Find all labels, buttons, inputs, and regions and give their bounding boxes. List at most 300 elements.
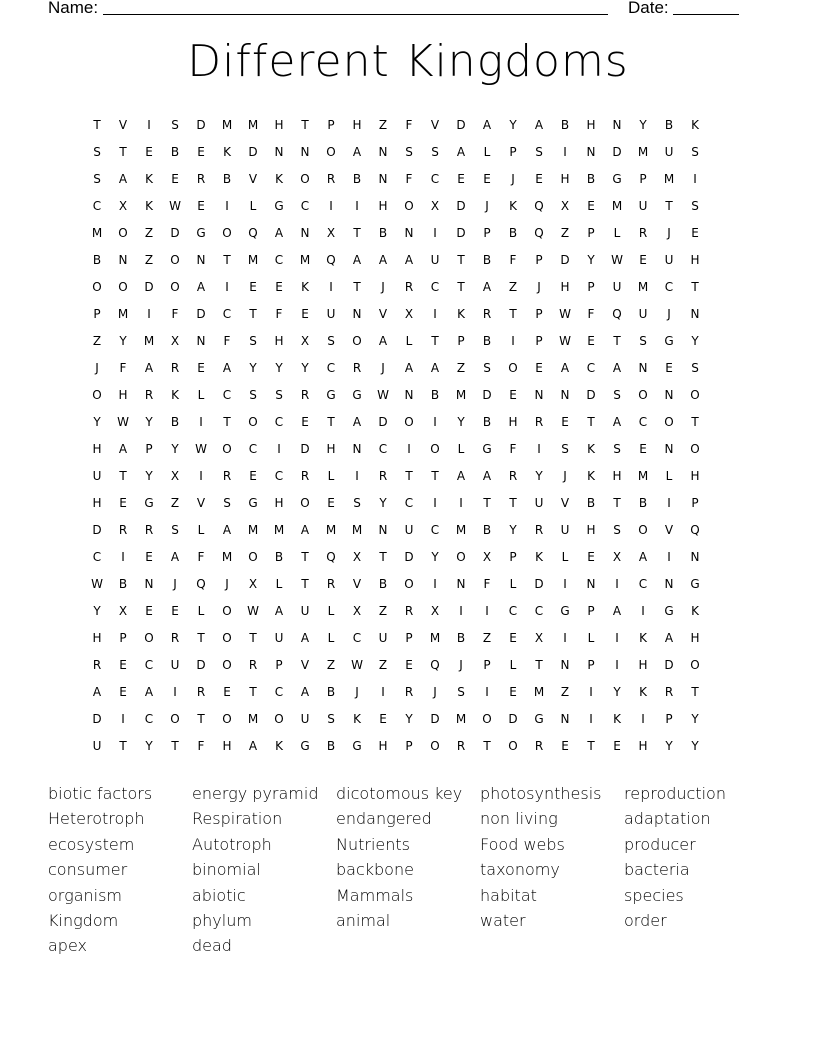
grid-letter[interactable]: N xyxy=(560,658,570,672)
grid-letter[interactable]: K xyxy=(223,145,231,159)
grid-letter[interactable]: H xyxy=(690,469,700,483)
grid-letter[interactable]: D xyxy=(534,577,544,591)
grid-letter[interactable]: U xyxy=(378,631,388,645)
grid-letter[interactable]: F xyxy=(509,253,517,267)
grid-letter[interactable]: Y xyxy=(145,739,153,753)
grid-letter[interactable]: I xyxy=(667,496,671,510)
grid-letter[interactable]: P xyxy=(145,442,153,456)
grid-letter[interactable]: B xyxy=(378,226,388,240)
grid-letter[interactable]: U xyxy=(300,604,310,618)
grid-letter[interactable]: T xyxy=(171,739,179,753)
grid-letter[interactable]: C xyxy=(222,388,232,402)
grid-letter[interactable]: R xyxy=(222,469,232,483)
grid-letter[interactable]: A xyxy=(196,280,206,294)
grid-letter[interactable]: P xyxy=(587,604,595,618)
grid-letter[interactable]: D xyxy=(196,658,206,672)
grid-letter[interactable]: G xyxy=(196,226,206,240)
grid-letter[interactable]: U xyxy=(92,739,102,753)
grid-letter[interactable]: D xyxy=(196,118,206,132)
grid-letter[interactable]: I xyxy=(433,226,437,240)
grid-letter[interactable]: H xyxy=(508,415,518,429)
grid-letter[interactable]: L xyxy=(275,577,283,591)
grid-letter[interactable]: H xyxy=(612,469,622,483)
grid-letter[interactable]: Y xyxy=(301,361,309,375)
grid-letter[interactable]: N xyxy=(378,172,388,186)
grid-letter[interactable]: D xyxy=(300,442,310,456)
grid-letter[interactable]: X xyxy=(612,550,622,564)
grid-letter[interactable]: R xyxy=(638,226,648,240)
grid-letter[interactable]: C xyxy=(274,253,284,267)
grid-letter[interactable]: F xyxy=(119,361,127,375)
grid-letter[interactable]: G xyxy=(664,334,674,348)
grid-letter[interactable]: J xyxy=(225,577,229,591)
grid-letter[interactable]: I xyxy=(121,712,125,726)
grid-letter[interactable]: Y xyxy=(639,118,647,132)
grid-letter[interactable]: T xyxy=(93,118,101,132)
grid-letter[interactable]: K xyxy=(275,739,283,753)
grid-letter[interactable]: P xyxy=(587,658,595,672)
grid-letter[interactable]: H xyxy=(274,496,284,510)
grid-letter[interactable]: S xyxy=(405,145,413,159)
grid-letter[interactable]: I xyxy=(459,496,463,510)
grid-letter[interactable]: A xyxy=(248,739,258,753)
grid-letter[interactable]: H xyxy=(118,388,128,402)
grid-letter[interactable]: M xyxy=(351,523,363,537)
grid-letter[interactable]: S xyxy=(613,442,621,456)
grid-letter[interactable]: T xyxy=(223,415,231,429)
grid-letter[interactable]: F xyxy=(197,550,205,564)
grid-letter[interactable]: Z xyxy=(170,496,180,510)
grid-letter[interactable]: I xyxy=(615,658,619,672)
grid-letter[interactable]: E xyxy=(561,739,569,753)
grid-letter[interactable]: B xyxy=(664,118,674,132)
grid-letter[interactable]: G xyxy=(534,712,544,726)
grid-letter[interactable]: F xyxy=(275,307,283,321)
grid-letter[interactable]: O xyxy=(222,442,232,456)
grid-letter[interactable]: T xyxy=(691,280,699,294)
grid-letter[interactable]: F xyxy=(223,334,231,348)
grid-letter[interactable]: Y xyxy=(93,415,101,429)
grid-letter[interactable]: V xyxy=(560,496,570,510)
grid-letter[interactable]: H xyxy=(92,496,102,510)
grid-letter[interactable]: E xyxy=(405,658,413,672)
grid-letter[interactable]: A xyxy=(664,631,674,645)
grid-letter[interactable]: O xyxy=(300,172,310,186)
grid-letter[interactable]: A xyxy=(534,118,544,132)
grid-letter[interactable]: K xyxy=(691,604,699,618)
grid-letter[interactable]: R xyxy=(170,631,180,645)
grid-letter[interactable]: H xyxy=(638,658,648,672)
grid-letter[interactable]: A xyxy=(300,523,310,537)
grid-letter[interactable]: E xyxy=(691,226,699,240)
grid-letter[interactable]: Q xyxy=(690,523,700,537)
grid-letter[interactable]: I xyxy=(355,199,359,213)
grid-letter[interactable]: N xyxy=(586,577,596,591)
grid-letter[interactable]: H xyxy=(586,118,596,132)
grid-letter[interactable]: K xyxy=(509,199,517,213)
grid-letter[interactable]: H xyxy=(378,199,388,213)
grid-letter[interactable]: P xyxy=(639,172,647,186)
grid-letter[interactable]: M xyxy=(273,523,285,537)
grid-letter[interactable]: S xyxy=(353,496,361,510)
grid-letter[interactable]: O xyxy=(222,712,232,726)
grid-letter[interactable]: N xyxy=(144,577,154,591)
grid-letter[interactable]: E xyxy=(249,469,257,483)
grid-letter[interactable]: S xyxy=(223,496,231,510)
grid-letter[interactable]: Y xyxy=(249,361,257,375)
grid-letter[interactable]: H xyxy=(326,442,336,456)
grid-letter[interactable]: I xyxy=(433,307,437,321)
grid-letter[interactable]: A xyxy=(274,604,284,618)
grid-letter[interactable]: X xyxy=(430,199,440,213)
grid-letter[interactable]: N xyxy=(638,361,648,375)
grid-letter[interactable]: B xyxy=(430,388,440,402)
grid-letter[interactable]: Q xyxy=(326,550,336,564)
grid-letter[interactable]: I xyxy=(121,550,125,564)
grid-letter[interactable]: V xyxy=(248,172,258,186)
grid-letter[interactable]: W xyxy=(117,415,129,429)
name-blank-line[interactable] xyxy=(103,14,608,15)
grid-letter[interactable]: O xyxy=(508,361,518,375)
grid-letter[interactable]: W xyxy=(247,604,259,618)
grid-letter[interactable]: I xyxy=(563,631,567,645)
grid-letter[interactable]: N xyxy=(378,523,388,537)
grid-letter[interactable]: M xyxy=(91,226,103,240)
grid-letter[interactable]: B xyxy=(482,253,492,267)
grid-letter[interactable]: T xyxy=(197,712,205,726)
grid-letter[interactable]: F xyxy=(405,172,413,186)
grid-letter[interactable]: P xyxy=(587,226,595,240)
grid-letter[interactable]: S xyxy=(691,145,699,159)
grid-letter[interactable]: C xyxy=(144,712,154,726)
grid-letter[interactable]: S xyxy=(171,118,179,132)
grid-letter[interactable]: Y xyxy=(691,739,699,753)
grid-letter[interactable]: P xyxy=(483,658,491,672)
grid-letter[interactable]: U xyxy=(300,712,310,726)
grid-letter[interactable]: G xyxy=(144,496,154,510)
grid-letter[interactable]: R xyxy=(352,361,362,375)
grid-letter[interactable]: S xyxy=(613,388,621,402)
grid-letter[interactable]: L xyxy=(613,226,621,240)
grid-letter[interactable]: A xyxy=(482,280,492,294)
grid-letter[interactable]: A xyxy=(482,118,492,132)
grid-letter[interactable]: M xyxy=(533,685,545,699)
grid-letter[interactable]: T xyxy=(379,550,387,564)
grid-letter[interactable]: O xyxy=(690,442,700,456)
grid-letter[interactable]: D xyxy=(196,307,206,321)
grid-letter[interactable]: A xyxy=(456,469,466,483)
grid-letter[interactable]: B xyxy=(482,415,492,429)
grid-letter[interactable]: Z xyxy=(508,280,518,294)
grid-letter[interactable]: C xyxy=(248,442,258,456)
grid-letter[interactable]: E xyxy=(197,361,205,375)
grid-letter[interactable]: N xyxy=(404,388,414,402)
grid-letter[interactable]: I xyxy=(329,280,333,294)
grid-letter[interactable]: N xyxy=(196,334,206,348)
grid-letter[interactable]: F xyxy=(171,307,179,321)
grid-letter[interactable]: Z xyxy=(560,226,570,240)
grid-letter[interactable]: R xyxy=(534,415,544,429)
grid-letter[interactable]: I xyxy=(485,604,489,618)
grid-letter[interactable]: U xyxy=(638,199,648,213)
grid-letter[interactable]: P xyxy=(93,307,101,321)
grid-letter[interactable]: G xyxy=(300,739,310,753)
grid-letter[interactable]: Y xyxy=(171,442,179,456)
grid-letter[interactable]: S xyxy=(431,145,439,159)
grid-letter[interactable]: J xyxy=(459,658,463,672)
grid-letter[interactable]: T xyxy=(197,631,205,645)
grid-letter[interactable]: Z xyxy=(560,685,570,699)
grid-letter[interactable]: B xyxy=(560,118,570,132)
grid-letter[interactable]: W xyxy=(91,577,103,591)
grid-letter[interactable]: T xyxy=(509,307,517,321)
grid-letter[interactable]: G xyxy=(482,442,492,456)
grid-letter[interactable]: S xyxy=(535,145,543,159)
grid-letter[interactable]: B xyxy=(378,577,388,591)
grid-letter[interactable]: E xyxy=(587,334,595,348)
word-search-grid[interactable] xyxy=(84,112,708,760)
grid-letter[interactable]: O xyxy=(482,712,492,726)
grid-letter[interactable]: Z xyxy=(482,631,492,645)
grid-letter[interactable]: H xyxy=(222,739,232,753)
grid-letter[interactable]: T xyxy=(535,658,543,672)
grid-letter[interactable]: B xyxy=(482,523,492,537)
grid-letter[interactable]: V xyxy=(378,307,388,321)
grid-letter[interactable]: Z xyxy=(92,334,102,348)
grid-letter[interactable]: M xyxy=(117,307,129,321)
grid-letter[interactable]: S xyxy=(171,523,179,537)
grid-letter[interactable]: C xyxy=(430,523,440,537)
grid-letter[interactable]: A xyxy=(92,685,102,699)
grid-letter[interactable]: M xyxy=(247,712,259,726)
grid-letter[interactable]: N xyxy=(300,226,310,240)
grid-letter[interactable]: E xyxy=(561,415,569,429)
grid-letter[interactable]: O xyxy=(404,577,414,591)
grid-letter[interactable]: D xyxy=(378,415,388,429)
grid-letter[interactable]: P xyxy=(509,550,517,564)
grid-letter[interactable]: A xyxy=(274,226,284,240)
grid-letter[interactable]: P xyxy=(535,307,543,321)
grid-letter[interactable]: E xyxy=(457,172,465,186)
grid-letter[interactable]: O xyxy=(664,415,674,429)
grid-letter[interactable]: B xyxy=(586,496,596,510)
grid-letter[interactable]: R xyxy=(144,523,154,537)
grid-letter[interactable]: S xyxy=(483,361,491,375)
grid-letter[interactable]: R xyxy=(482,307,492,321)
grid-letter[interactable]: V xyxy=(118,118,128,132)
grid-letter[interactable]: I xyxy=(329,199,333,213)
grid-letter[interactable]: T xyxy=(431,469,439,483)
grid-letter[interactable]: R xyxy=(248,658,258,672)
grid-letter[interactable]: S xyxy=(275,388,283,402)
grid-letter[interactable]: U xyxy=(404,523,414,537)
grid-letter[interactable]: S xyxy=(327,334,335,348)
grid-letter[interactable]: A xyxy=(430,361,440,375)
grid-letter[interactable]: I xyxy=(667,550,671,564)
grid-letter[interactable]: E xyxy=(171,604,179,618)
grid-letter[interactable]: M xyxy=(455,388,467,402)
grid-letter[interactable]: T xyxy=(223,253,231,267)
grid-letter[interactable]: E xyxy=(145,550,153,564)
grid-letter[interactable]: C xyxy=(638,577,648,591)
grid-letter[interactable]: V xyxy=(352,577,362,591)
grid-letter[interactable]: S xyxy=(691,361,699,375)
grid-letter[interactable]: D xyxy=(430,712,440,726)
grid-letter[interactable]: P xyxy=(405,631,413,645)
grid-letter[interactable]: T xyxy=(613,334,621,348)
grid-letter[interactable]: N xyxy=(690,307,700,321)
grid-letter[interactable]: W xyxy=(559,307,571,321)
grid-letter[interactable]: T xyxy=(509,496,517,510)
grid-letter[interactable]: L xyxy=(509,658,517,672)
grid-letter[interactable]: T xyxy=(483,739,491,753)
grid-letter[interactable]: P xyxy=(119,631,127,645)
grid-letter[interactable]: T xyxy=(353,226,361,240)
grid-letter[interactable]: W xyxy=(169,199,181,213)
grid-letter[interactable]: M xyxy=(247,523,259,537)
grid-letter[interactable]: A xyxy=(404,253,414,267)
grid-letter[interactable]: U xyxy=(92,469,102,483)
grid-letter[interactable]: A xyxy=(404,361,414,375)
grid-letter[interactable]: O xyxy=(274,712,284,726)
grid-letter[interactable]: Q xyxy=(534,226,544,240)
grid-letter[interactable]: I xyxy=(199,415,203,429)
grid-letter[interactable]: U xyxy=(638,307,648,321)
grid-letter[interactable]: E xyxy=(223,685,231,699)
grid-letter[interactable]: I xyxy=(589,712,593,726)
grid-letter[interactable]: K xyxy=(145,199,153,213)
grid-letter[interactable]: L xyxy=(587,631,595,645)
grid-letter[interactable]: L xyxy=(561,550,569,564)
grid-letter[interactable]: X xyxy=(326,226,336,240)
grid-letter[interactable]: E xyxy=(509,631,517,645)
grid-letter[interactable]: A xyxy=(144,361,154,375)
grid-letter[interactable]: G xyxy=(326,388,336,402)
grid-letter[interactable]: R xyxy=(404,604,414,618)
grid-letter[interactable]: X xyxy=(560,199,570,213)
grid-letter[interactable]: S xyxy=(691,199,699,213)
grid-letter[interactable]: B xyxy=(456,631,466,645)
grid-letter[interactable]: X xyxy=(118,199,128,213)
grid-letter[interactable]: C xyxy=(92,550,102,564)
grid-letter[interactable]: O xyxy=(222,604,232,618)
grid-letter[interactable]: S xyxy=(639,334,647,348)
grid-letter[interactable]: A xyxy=(222,523,232,537)
grid-letter[interactable]: E xyxy=(119,658,127,672)
grid-letter[interactable]: I xyxy=(381,685,385,699)
grid-letter[interactable]: D xyxy=(456,226,466,240)
grid-letter[interactable]: C xyxy=(508,604,518,618)
grid-letter[interactable]: Y xyxy=(405,712,413,726)
grid-letter[interactable]: U xyxy=(326,307,336,321)
grid-letter[interactable]: I xyxy=(537,442,541,456)
grid-letter[interactable]: B xyxy=(170,415,180,429)
grid-letter[interactable]: M xyxy=(637,280,649,294)
grid-letter[interactable]: S xyxy=(93,145,101,159)
grid-letter[interactable]: Z xyxy=(144,226,154,240)
grid-letter[interactable]: N xyxy=(664,388,674,402)
grid-letter[interactable]: U xyxy=(430,253,440,267)
grid-letter[interactable]: Y xyxy=(431,550,439,564)
grid-letter[interactable]: Y xyxy=(509,118,517,132)
grid-letter[interactable]: D xyxy=(456,118,466,132)
grid-letter[interactable]: I xyxy=(641,604,645,618)
grid-letter[interactable]: I xyxy=(407,442,411,456)
grid-letter[interactable]: A xyxy=(378,253,388,267)
grid-letter[interactable]: E xyxy=(119,496,127,510)
grid-letter[interactable]: I xyxy=(485,685,489,699)
grid-letter[interactable]: K xyxy=(587,469,595,483)
grid-letter[interactable]: R xyxy=(508,469,518,483)
grid-letter[interactable]: I xyxy=(641,712,645,726)
grid-letter[interactable]: O xyxy=(144,631,154,645)
grid-letter[interactable]: I xyxy=(199,469,203,483)
grid-letter[interactable]: A xyxy=(482,469,492,483)
grid-letter[interactable]: C xyxy=(144,658,154,672)
grid-letter[interactable]: Y xyxy=(665,739,673,753)
grid-letter[interactable]: J xyxy=(667,307,671,321)
grid-letter[interactable]: V xyxy=(664,523,674,537)
grid-letter[interactable]: I xyxy=(225,280,229,294)
grid-letter[interactable]: L xyxy=(327,631,335,645)
grid-letter[interactable]: N xyxy=(352,442,362,456)
grid-letter[interactable]: T xyxy=(613,496,621,510)
grid-letter[interactable]: M xyxy=(247,253,259,267)
grid-letter[interactable]: I xyxy=(433,496,437,510)
grid-letter[interactable]: O xyxy=(690,388,700,402)
grid-letter[interactable]: N xyxy=(378,145,388,159)
grid-letter[interactable]: Y xyxy=(379,496,387,510)
grid-letter[interactable]: Z xyxy=(326,658,336,672)
grid-letter[interactable]: T xyxy=(457,280,465,294)
grid-letter[interactable]: O xyxy=(638,523,648,537)
grid-letter[interactable]: H xyxy=(690,253,700,267)
grid-letter[interactable]: Y xyxy=(119,334,127,348)
grid-letter[interactable]: F xyxy=(509,442,517,456)
grid-letter[interactable]: F xyxy=(197,739,205,753)
grid-letter[interactable]: J xyxy=(667,226,671,240)
grid-letter[interactable]: O xyxy=(300,496,310,510)
grid-letter[interactable]: N xyxy=(196,253,206,267)
grid-letter[interactable]: L xyxy=(457,442,465,456)
grid-letter[interactable]: P xyxy=(665,712,673,726)
grid-letter[interactable]: E xyxy=(509,685,517,699)
grid-letter[interactable]: T xyxy=(301,550,309,564)
grid-letter[interactable]: C xyxy=(404,496,414,510)
grid-letter[interactable]: P xyxy=(509,145,517,159)
grid-letter[interactable]: S xyxy=(457,685,465,699)
grid-letter[interactable]: J xyxy=(511,172,515,186)
grid-letter[interactable]: B xyxy=(222,172,232,186)
grid-letter[interactable]: A xyxy=(612,415,622,429)
grid-letter[interactable]: D xyxy=(664,658,674,672)
grid-letter[interactable]: E xyxy=(301,415,309,429)
grid-letter[interactable]: M xyxy=(221,550,233,564)
date-blank-line[interactable] xyxy=(673,14,739,15)
grid-letter[interactable]: G xyxy=(274,199,284,213)
grid-letter[interactable]: A xyxy=(352,415,362,429)
grid-letter[interactable]: E xyxy=(145,604,153,618)
grid-letter[interactable]: J xyxy=(563,469,567,483)
grid-letter[interactable]: U xyxy=(664,253,674,267)
grid-letter[interactable]: B xyxy=(274,550,284,564)
grid-letter[interactable]: Y xyxy=(93,604,101,618)
grid-letter[interactable]: L xyxy=(197,523,205,537)
grid-letter[interactable]: T xyxy=(431,334,439,348)
grid-letter[interactable]: U xyxy=(534,496,544,510)
grid-letter[interactable]: M xyxy=(663,172,675,186)
grid-letter[interactable]: O xyxy=(222,658,232,672)
